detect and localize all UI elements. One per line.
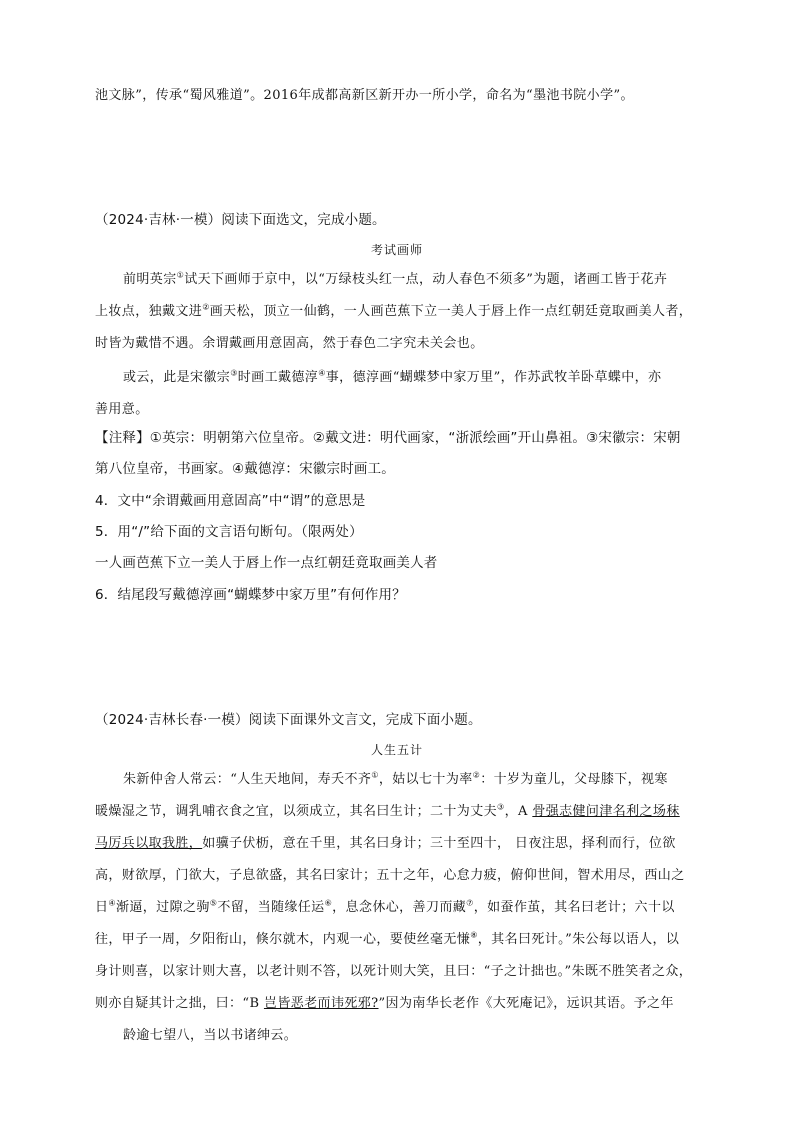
passage-line xyxy=(95,896,675,915)
text-run: 善用意。 xyxy=(95,402,149,417)
passage-line xyxy=(95,992,674,1011)
text-run: 暖燥湿之节，调乳哺衣食之宜，以须成立，其名曰生计；二十为丈夫 xyxy=(95,804,498,819)
passage-line xyxy=(95,832,676,851)
footnote-marker: ③ xyxy=(497,802,505,812)
annotation-line: 【注释】①英宗：明朝第六位皇帝。②戴文进：明代画家，“浙派绘画”开山鼻祖。③宋徽宗：宋朝 xyxy=(95,430,681,446)
text-run: 前明英宗 xyxy=(123,272,177,287)
footnote-marker: ⑧ xyxy=(470,930,478,940)
passage-line xyxy=(123,1024,297,1043)
text-run: 如骥子伏枥，意在千里，其名曰身计；三十至四十， 日夜注思，择利而行，位欲 xyxy=(202,836,676,851)
text-run: 事，德淳画“蝴蝶梦中家万里”，作苏武牧羊卧草蝶中，亦 xyxy=(325,370,662,385)
passage-title: 考试画师 xyxy=(370,243,423,257)
text-run: ，息念休心，善刀而藏 xyxy=(332,900,467,915)
footnote-marker: ① xyxy=(371,770,379,780)
question-item: 5．用“/”给下面的文言语句断句。（限两处） xyxy=(95,524,363,540)
text-run: ，其名曰死计。”朱公每以语人，以 xyxy=(477,932,680,947)
footnote-marker: ② xyxy=(202,302,210,312)
passage-line xyxy=(95,300,692,319)
text-run: ”因为南华长老作《大死庵记》，远识其语。予之年 xyxy=(378,996,674,1011)
passage-line xyxy=(95,398,149,417)
question-item: 一人画芭蕉下立一美人于唇上作一点红朝廷竟取画美人者 xyxy=(95,555,438,571)
footnote-marker: ⑤ xyxy=(209,898,218,908)
text-run: 渐逼，过隙之驹 xyxy=(115,900,210,915)
passage-line xyxy=(123,366,661,385)
footnote-marker: ③ xyxy=(230,368,238,378)
passage-line xyxy=(95,800,680,819)
text-run: 身计则喜，以家计则大喜，以老计则不答，以死计则大笑，且曰：“子之计拙也。”朱既不胜笑者之众， xyxy=(95,964,693,979)
passage-line xyxy=(123,268,667,287)
passage-title: 人生五计 xyxy=(370,743,423,757)
text-run: 画天松，顶立一仙鹤，一人画芭蕉下立一美人于唇上作一点红朝廷竟取画美人者， xyxy=(209,304,693,319)
footnote-marker: ④ xyxy=(108,898,116,908)
footnote-marker: ② xyxy=(472,770,481,780)
underlined-text: 岂皆恶老而讳死邪? xyxy=(263,996,379,1011)
text-line: 池文脉”，传承“蜀风雅道”。2016年成都高新区新开办一所小学，命名为“墨池书院小学”。 xyxy=(95,88,634,103)
text-run: 往，甲子一周，夕阳衔山，倏尔就木，内观一心，要使丝毫无慊 xyxy=(95,932,471,947)
text-run: 试天下画师于京中，以“万绿枝头红一点，动人春色不须多”为题，诸画工皆于花卉 xyxy=(184,272,668,287)
passage-line xyxy=(95,960,692,979)
text-run: 时皆为戴惜不遇。余谓戴画用意固高，然于春色二字究未关会也。 xyxy=(95,336,484,351)
footnote-marker: ① xyxy=(176,270,185,280)
text-run: ，如蚕作茧，其名曰老计；六十以 xyxy=(473,900,675,915)
passage-line xyxy=(95,928,679,947)
passage-line xyxy=(95,864,685,883)
underlined-text: 骨强志健问津名利之场秣 xyxy=(532,804,680,819)
text-run: 则亦自疑其计之拙，曰：“B xyxy=(95,996,264,1011)
text-run: 时画工戴德淳 xyxy=(237,370,319,385)
footnote-marker: ⑥ xyxy=(324,898,333,908)
passage-line xyxy=(95,332,484,351)
underlined-text: 马厉兵以取我胜， xyxy=(95,836,203,851)
text-run: 龄逾七望八，当以书诸绅云。 xyxy=(123,1028,298,1043)
passage-line xyxy=(123,768,668,787)
text-run: ：十岁为童儿，父母膝下，视寒 xyxy=(480,772,668,787)
footnote-marker: ④ xyxy=(318,368,326,378)
text-run: 高，财欲厚，门欲大，子息欲盛，其名曰家计；五十之年，心怠力疲，俯仰世间，智术用尽，西山之 xyxy=(95,868,685,883)
text-run: 日 xyxy=(95,900,109,915)
question-item: 6．结尾段写戴德淳画“蝴蝶梦中家万里”有何作用？ xyxy=(95,587,406,603)
question-source: （2024·吉林·一模）阅读下面选文，完成小题。 xyxy=(95,212,386,228)
text-run: 不留，当随缘任运 xyxy=(217,900,325,915)
text-run: 或云，此是宋徽宗 xyxy=(123,370,231,385)
question-item: 4．文中“余谓戴画用意固高”中“谓”的意思是 xyxy=(95,493,366,509)
text-run: 朱新仲舍人常云：“人生天地间，寿夭不齐 xyxy=(123,772,372,787)
annotation-line: 第八位皇帝，书画家。④戴德淳：宋徽宗时画工。 xyxy=(95,461,396,477)
question-source: （2024·吉林长春·一模）阅读下面课外文言文，完成下面小题。 xyxy=(95,712,482,728)
footnote-marker: ⑦ xyxy=(466,898,474,908)
text-run: ，A xyxy=(504,804,533,819)
text-run: 上妆点，独戴文进 xyxy=(95,304,203,319)
text-run: ，姑以七十为率 xyxy=(378,772,473,787)
